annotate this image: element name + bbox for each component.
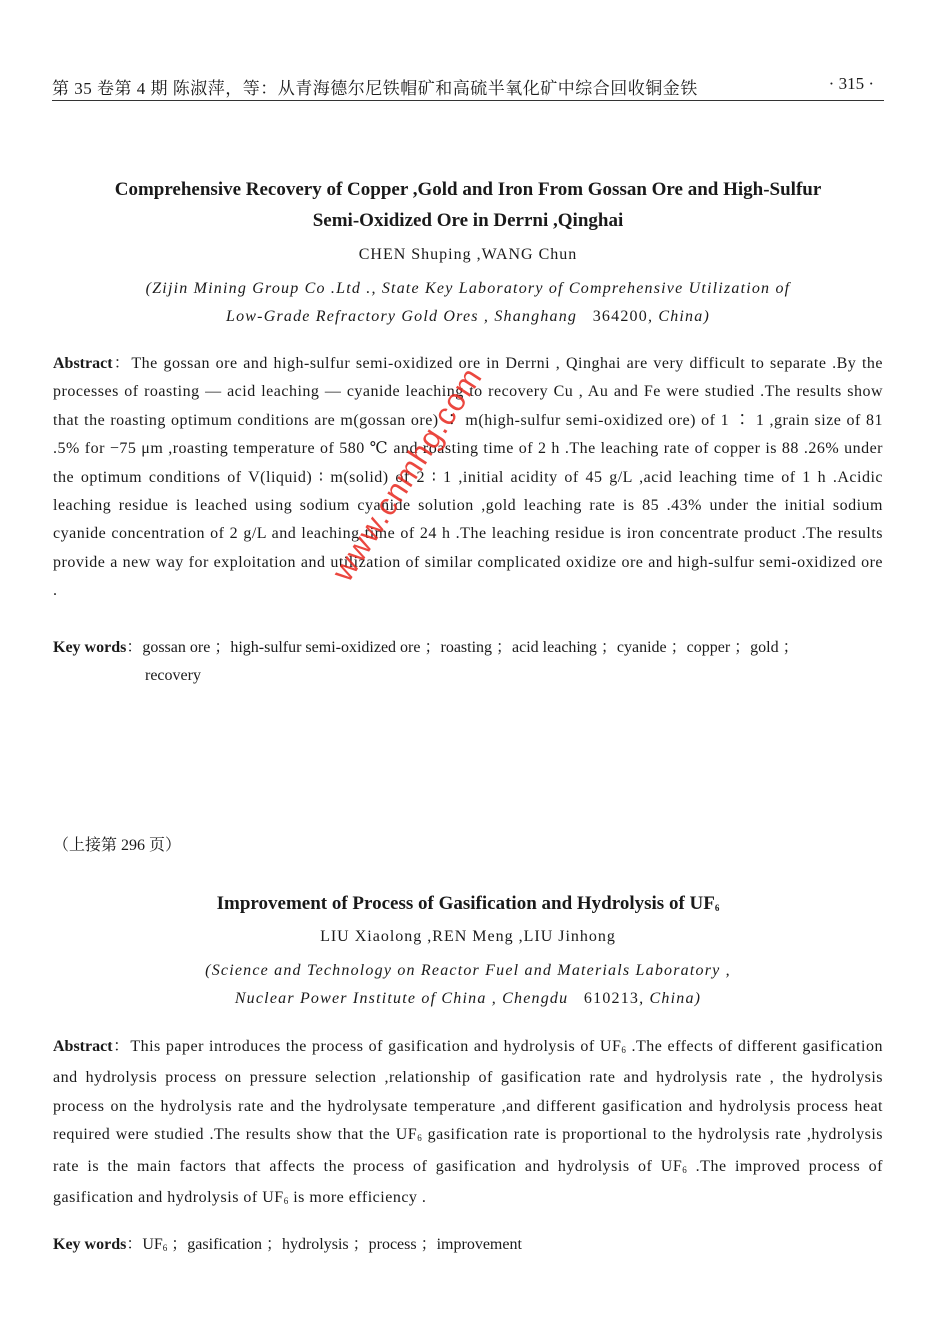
subscript: 6 [283, 1196, 289, 1207]
article2-title-text: Improvement of Process of Gasification and Hydrolysis of UF [216, 893, 715, 914]
article1-affil-line2 [60, 303, 876, 331]
article2-keywords [53, 1231, 883, 1262]
article2-abstract [53, 1033, 883, 1215]
affil-place: Low-Grade Refractory Gold Ores , Shanghang [226, 308, 578, 325]
abstract-label: Abstract [53, 1038, 113, 1055]
abstract-text: ：The gossan ore and high-sulfur semi-oxidized ore in Derrni , Qinghai are very difficult to separate .By the processes of roasting — acid leaching — cyanide leaching to recovery Cu , Au and Fe were studied .The results show that the roasting optimum conditions are m(gossan ore) ∶ m(high-sulfur semi-oxidized ore) of 1 ∶ 1 ,grain size of 81 .5% for −75 μm ,roasting temperature of 580 ℃ and roasting time of 2 h .The leaching rate of copper is 88 .26% under the optimum conditions of V(liquid) ∶ m(solid) of 2 ∶ 1 ,initial acidity of 45 g/L ,acid leaching time of 1 h .Acidic leaching residue is leached using sodium cyanide solution ,gold leaching rate is 85 .43% under the initial sodium cyanide concentration of 2 g/L and leaching time of 24 h .The leaching residue is iron concentrate product .The results provide a new way for exploitation and utilization of similar complicated oxidize ore and high-sulfur semi-oxidized ore . [53, 355, 883, 600]
keywords-label: Key words [53, 639, 127, 656]
article1-title-line2: Semi-Oxidized Ore in Derrni ,Qinghai [312, 210, 624, 231]
article2-affiliation [60, 957, 876, 1013]
article1-affiliation [60, 275, 876, 331]
running-header [52, 70, 884, 101]
affil-postcode: 610213 [583, 990, 640, 1007]
keywords-text: ；gasification ；hydrolysis ；process ；improvement [167, 1236, 522, 1253]
article2-authors: LIU Xiaolong ,REN Meng ,LIU Jinhong [320, 928, 616, 945]
affil-postcode: 364200 [592, 308, 648, 325]
abstract-text: .The improved process of gasification and hydrolysis of UF [53, 1157, 883, 1207]
article1-title-line1: Comprehensive Recovery of Copper ,Gold and Iron From Gossan Ore and High-Sulfur [114, 179, 822, 200]
article2-title [60, 888, 876, 924]
keywords-label: Key words [53, 1236, 127, 1253]
article2-affil-line2 [60, 985, 876, 1013]
affil-place: Nuclear Power Institute of China , Chengdu [234, 990, 569, 1007]
page-number: · 315 · [828, 74, 874, 93]
subscript: 6 [682, 1164, 688, 1175]
keywords-text: ：UF [126, 1236, 163, 1253]
keywords-text-line2: recovery [145, 667, 201, 685]
abstract-text: gasification rate is proportional to the hydrolysis rate ,hydrolysis rate is the main factors that affects the process of gasification and hydrolysis of UF [53, 1126, 883, 1175]
keywords-text: ：gossan ore ；high-sulfur semi-oxidized ore ；roasting ；acid leaching ；cyanide ；copper ；gold ； [126, 639, 799, 656]
subscript: 6 [621, 1045, 627, 1055]
abstract-text: ：This paper introduces the process of gasification and hydrolysis of UF [112, 1038, 622, 1055]
abstract-label: Abstract [53, 355, 113, 372]
header-journal-info: 第 35 卷第 4 期 陈淑萍，等：从青海德尔尼铁帽矿和高硫半氧化矿中综合回收铜金铁 [52, 79, 698, 98]
subscript: 6 [162, 1243, 168, 1253]
article1-title [60, 174, 876, 236]
abstract-text: is more efficiency . [288, 1189, 427, 1207]
watermark: www.cnmhg.com [324, 360, 489, 588]
affil-country: , China) [639, 990, 702, 1007]
subscript: 6 [417, 1133, 423, 1144]
affil-country: , China) [647, 308, 710, 325]
article2-affil-line1: (Science and Technology on Reactor Fuel and Materials Laboratory , [205, 962, 731, 979]
article1-authors: CHEN Shuping ,WANG Chun [358, 246, 578, 263]
article1-affil-line1: (Zijin Mining Group Co .Ltd ., State Key Laboratory of Comprehensive Utilization of [145, 280, 791, 297]
article1-keywords [53, 634, 883, 691]
continued-note: （上接第 296 页） [53, 837, 182, 854]
title-subscript: 6 [714, 903, 720, 913]
abstract-text: .The effects of different gasification and hydrolysis process on pressure selection ,relationship of gasification rate and hydrolysis rate , the hydrolysis process on the hydrolysis rate and the hydrolysate temperature ,and different gasification and hydrolysis process heat required were studied .The results show that the UF [53, 1038, 883, 1144]
